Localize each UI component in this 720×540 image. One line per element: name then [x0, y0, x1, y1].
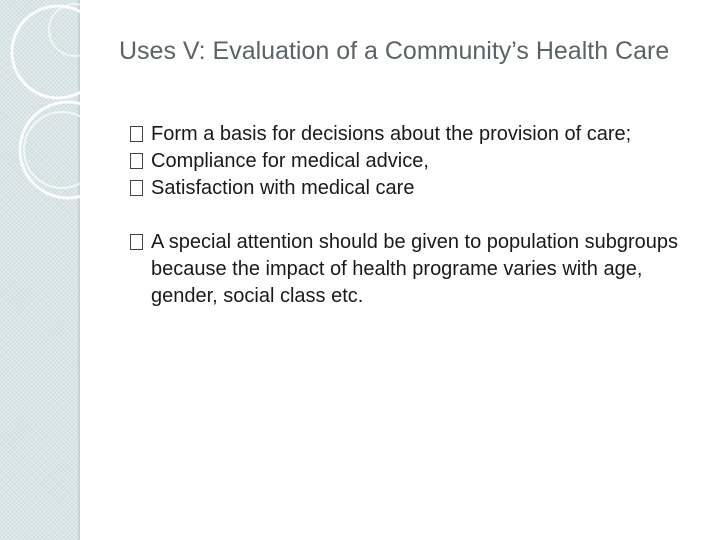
middle-ring — [20, 102, 116, 198]
bullet-box-icon — [130, 234, 143, 250]
bullet-item — [130, 175, 690, 202]
bullet-item — [130, 148, 690, 175]
bullet-list — [130, 121, 690, 310]
inner-ring — [24, 112, 100, 188]
bullet-text: Form a basis for decisions about the provision of care; — [151, 123, 632, 145]
bullet-box-icon — [130, 126, 143, 142]
bullet-text: Satisfaction with medical care — [151, 177, 415, 199]
small-ring — [49, 4, 101, 56]
bullet-item — [130, 121, 690, 148]
bullet-text: Compliance for medical advice, — [151, 150, 429, 172]
bullet-item — [130, 229, 690, 310]
bullet-text: A special attention should be given to population subgroups because the impact of health programe varies with age, gender, social class etc. — [151, 231, 679, 307]
bullet-box-icon — [130, 180, 143, 196]
bullet-box-icon — [130, 153, 143, 169]
slide-title: Uses V: Evaluation of a Community’s Health Care — [119, 37, 670, 65]
